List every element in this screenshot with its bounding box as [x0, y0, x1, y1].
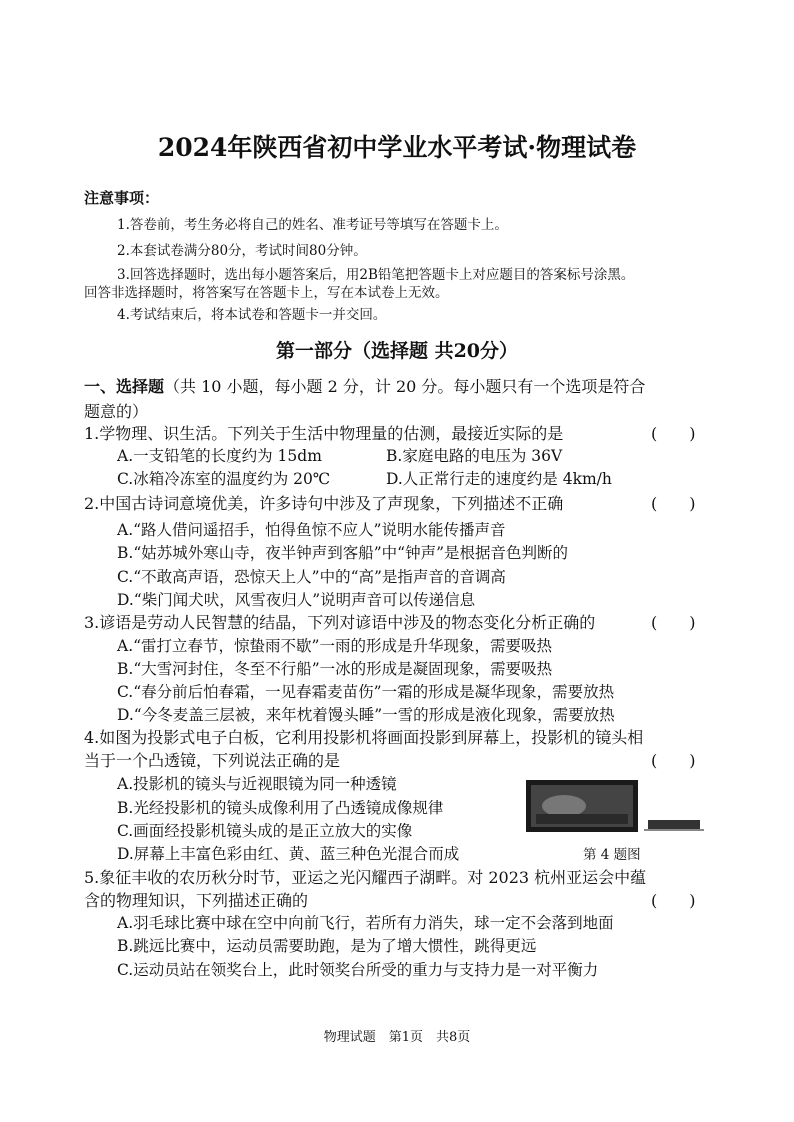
- q2-option-c: C.“不敢高声语，恐惊天上人”中的“高”是指声音的音调高: [117, 568, 506, 586]
- q1-option-c: C.冰箱冷冻室的温度约为 20℃: [117, 470, 331, 488]
- q5-stem-line-2: 含的物理知识，下列描述正确的: [84, 891, 309, 910]
- q3-stem: 3.谚语是劳动人民智慧的结晶，下列对谚语中涉及的物态变化分析正确的: [84, 613, 596, 632]
- q5-stem-line-1: 5.象征丰收的农历秋分时节，亚运之光闪耀西子湖畔。对 2023 杭州亚运会中蕴: [84, 868, 647, 887]
- q1-option-b: B.家庭电路的电压为 36V: [386, 447, 563, 465]
- section-label: 一、选择题: [84, 377, 165, 396]
- q4-option-b: B.光经投影机的镜头成像利用了凸透镜成像规律: [117, 799, 444, 817]
- q4-option-c: C.画面经投影机镜头成的是正立放大的实像: [117, 822, 413, 840]
- q5-answer-paren: ( ): [651, 891, 696, 910]
- q5-option-c: C.运动员站在领奖台上，此时领奖台所受的重力与支持力是一对平衡力: [117, 961, 599, 979]
- q5-option-b: B.跳远比赛中，运动员需要助跑，是为了增大惯性，跳得更远: [117, 937, 537, 955]
- exam-title: 2024年陕西省初中学业水平考试·物理试卷: [157, 133, 637, 162]
- notice-item-4: 4.考试结束后，将本试卷和答题卡一并交回。: [117, 307, 387, 323]
- q4-option-d: D.屏幕上丰富色彩由红、黄、蓝三种色光混合而成: [117, 845, 460, 863]
- screen-image-ground: [536, 814, 628, 824]
- q2-answer-paren: ( ): [651, 494, 696, 513]
- figure-4-caption: 第 4 题图: [583, 847, 641, 863]
- projector-shelf: [644, 829, 704, 831]
- notice-item-2: 2.本套试卷满分80分，考试时间80分钟。: [117, 243, 367, 259]
- q3-option-c: C.“春分前后怕春霜，一见春霜麦苗伤”一霜的形成是凝华现象，需要放热: [117, 683, 615, 701]
- section-header: [84, 374, 645, 397]
- section-line-2: 题意的）: [84, 402, 149, 421]
- notice-heading: 注意事项：: [84, 189, 160, 207]
- q4-stem-line-2: 当于一个凸透镜，下列说法正确的是: [84, 751, 341, 770]
- q4-stem-line-1: 4.如图为投影式电子白板，它利用投影机将画面投影到屏幕上，投影机的镜头相: [84, 728, 644, 747]
- q2-option-b: B.“姑苏城外寒山寺，夜半钟声到客船”中“钟声”是根据音色判断的: [117, 544, 569, 562]
- projector-body: [648, 820, 700, 829]
- q1-answer-paren: ( ): [651, 424, 696, 443]
- projector-whiteboard-figure: [524, 776, 704, 838]
- q1-option-d: D.人正常行走的速度约是 4km/h: [386, 470, 612, 488]
- q3-option-a: A.“雷打立春节，惊蛰雨不歇”一雨的形成是升华现象，需要吸热: [117, 637, 552, 655]
- q3-option-d: D.“今冬麦盖三层被，来年枕着馒头睡”一雪的形成是液化现象，需要放热: [117, 706, 615, 724]
- q3-option-b: B.“大雪河封住，冬至不行船”一冰的形成是凝固现象，需要吸热: [117, 660, 553, 678]
- q4-answer-paren: ( ): [651, 751, 696, 770]
- q2-option-a: A.“路人借问遥招手，怕得鱼惊不应人”说明水能传播声音: [117, 521, 506, 539]
- q1-option-a: A.一支铅笔的长度约为 15dm: [117, 447, 322, 465]
- notice-item-1: 1.答卷前，考生务必将自己的姓名、准考证号等填写在答题卡上。: [117, 217, 508, 233]
- q4-option-a: A.投影机的镜头与近视眼镜为同一种透镜: [117, 775, 397, 793]
- section-line-1: （共 10 小题，每小题 2 分，计 20 分。每小题只有一个选项是符合: [164, 377, 646, 396]
- q1-stem: 1.学物理、识生活。下列关于生活中物理量的估测，最接近实际的是: [84, 424, 564, 443]
- part-title: 第一部分（选择题 共20分）: [275, 340, 519, 362]
- q3-answer-paren: ( ): [651, 613, 696, 632]
- screen-image-light: [542, 795, 586, 817]
- q5-option-a: A.羽毛球比赛中球在空中向前飞行，若所有力消失，球一定不会落到地面: [117, 914, 614, 932]
- notice-item-3: 3.回答选择题时，选出每小题答案后，用2B铅笔把答题卡上对应题目的答案标号涂黑。: [117, 267, 635, 283]
- q2-option-d: D.“柴门闻犬吠，风雪夜归人”说明声音可以传递信息: [117, 591, 476, 609]
- q2-stem: 2.中国古诗词意境优美，许多诗句中涉及了声现象，下列描述不正确: [84, 494, 564, 513]
- page-footer: 物理试题 第1页 共8页: [323, 1030, 471, 1045]
- notice-item-3-cont: 回答非选择题时，将答案写在答题卡上，写在本试卷上无效。: [84, 285, 449, 301]
